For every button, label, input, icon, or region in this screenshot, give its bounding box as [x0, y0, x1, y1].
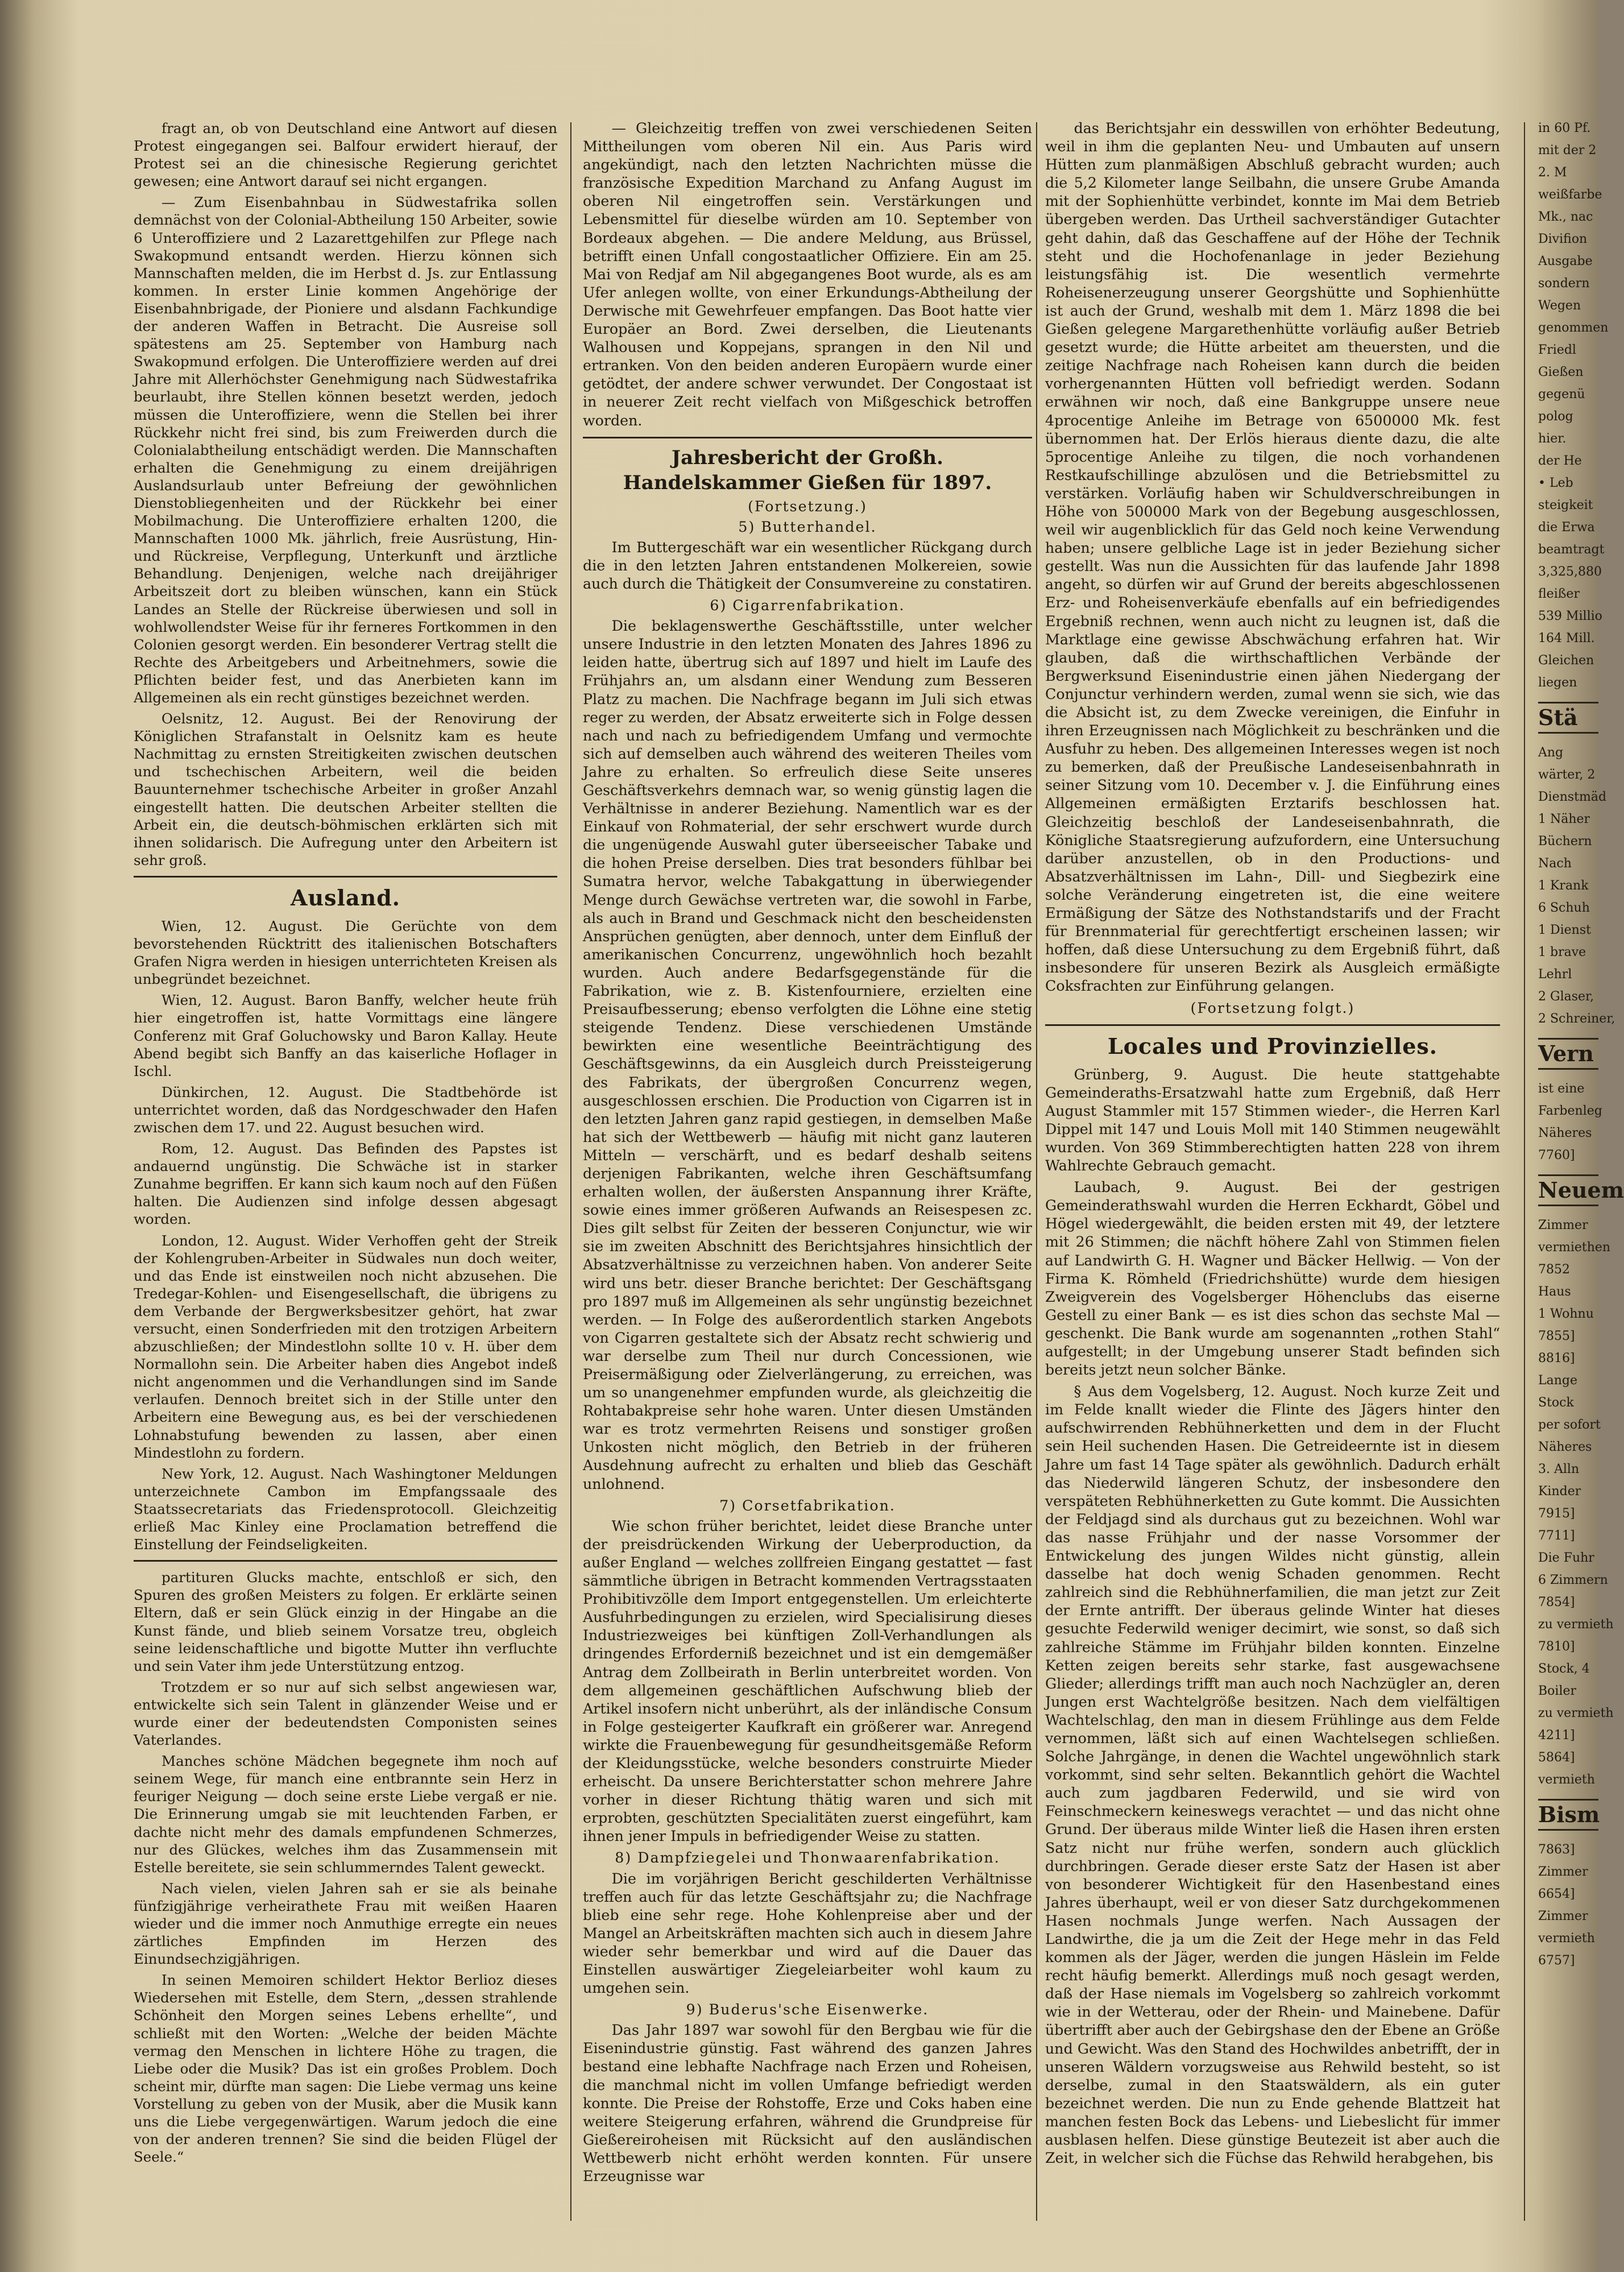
advert-text-fragment: 5864]: [1538, 1750, 1575, 1765]
advert-text-fragment: Zimmer: [1538, 1218, 1588, 1232]
section-rule: [583, 437, 1032, 438]
advert-text-fragment: 6757]: [1538, 1954, 1575, 1968]
section-7-body: [583, 1517, 1032, 1846]
advert-text-fragment: • Leb: [1538, 476, 1573, 490]
feuilleton-paragraph: Trotzdem er so nur auf sich selbst angewiesen war, entwickelte sich sein Talent in glänzender Weise und er wurde einer der bedeutendsten Componisten seines Vaterlandes.: [134, 1678, 557, 1749]
advert-text-fragment: Gleichen: [1538, 653, 1594, 668]
advert-text-fragment: vermieth: [1538, 1931, 1595, 1946]
advert-text-fragment: 7852: [1538, 1263, 1570, 1277]
advert-text-fragment: Farbenleg: [1538, 1104, 1602, 1118]
locales-paragraph: Laubach, 9. August. Bei der gestrigen Gemeinderathswahl wurden die Herren Eckhardt, Göbel und Högel wiedergewählt, die beiden ersten mit 49, der letztere mit 26 Stimmen; die nächft höhere Zahl von Stimmen fielen auf Landwirth G. H. Wagner und Bäcker Hellwig. — Von der Firma K. Römheld (Friedrichshütte) wurde dem hiesigen Zweigverein des Vogelsberger Höhenclubs das eiserne Gestell zu einer Bank — es ist dies schon das sechste Mal — geschenkt. Die Bank wurde am sogenannten „rothen Stahl“ aufgestellt; in der Umgebung unserer Stadt befinden sich bereits jetzt neun solcher Bänke.: [1045, 1179, 1500, 1379]
column-separator: [570, 122, 571, 2221]
feuilleton-continuation: [134, 1569, 557, 2166]
advert-text-fragment: liegen: [1538, 676, 1577, 690]
advert-text-fragment: 7863]: [1538, 1843, 1575, 1857]
advert-text-fragment: gegenü: [1538, 387, 1585, 402]
nile-article: — Gleichzeitig treffen von zwei verschiedenen Seiten Mittheilungen vom oberen Nil ein. Aus Paris wird angekündigt, nach den letzten Nachrichten müsse die französische Expedition Marchand zu Anfang August im oberen Nil eingetroffen sein. Verstärkungen und Lebensmittel für dieselbe würden am 10. September von Bordeaux abgehen. — Die andere Meldung, aus Brüssel, betrifft einen Unfall congostaatlicher Offiziere. Ein am 25. Mai von Redjaf am Nil abgegangenes Boot wurde, als es am Ufer anlegen wollte, von einer Erkundungs-Abtheilung der Derwische mit Gewehrfeuer empfangen. Das Boot hatte vier Europäer an Bord. Zwei derselben, die Lieutenants Walhousen und Koppejans, sprangen in den Nil und ertranken. Von den beiden anderen Europäern wurde einer getödtet, der andere schwer verwundet. Der Congostaat ist in neuerer Zeit recht vielfach von Mißgeschick betroffen worden.: [583, 120, 1032, 429]
advert-text-fragment: Näheres: [1538, 1126, 1592, 1140]
ausland-paragraph: Wien, 12. August. Die Gerüchte von dem bevorstehenden Rücktritt des italienischen Botschafters Grafen Nigra werden in hiesigen unterrichteten Kreisen als unbegründet bezeichnet.: [134, 917, 557, 988]
section-rule: [134, 1560, 557, 1562]
advert-text-fragment: weißfarbe: [1538, 188, 1602, 202]
locales-paragraph: § Aus dem Vogelsberg, 12. August. Noch kurze Zeit und im Felde knallt wieder die Flinte des Jägers hinter den aufschwirrenden Rebhühnerketten und dem in der Flucht sein Heil suchenden Hasen. Die Getreideernte ist in diesem Jahre um fast 14 Tage später als gewöhnlich. Dadurch erhält das Niederwild längeren Schutz, der insbesondere den verspäteten Rebhühnerketten zu Gute kommt. Die Aussichten der Feldjagd sind als durchaus gut zu bezeichnen. Wohl war das nasse Frühjahr und der nasse Vorsommer der Entwickelung des jungen Wildes nicht günstig, allein dasselbe hat doch wenig Schaden genommen. Recht zahlreich sind die Rebhühnerfamilien, die man jetzt zur Zeit der Ernte antrifft. Der überaus gelinde Winter hat dieses gesuchte Federwild weniger decimirt, wie sonst, so daß sich zahlreiche Stämme im Frühjahr bilden konnten. Einzelne Ketten zeigen bereits sehr starke, fast ausgewachsene Glieder; allerdings trifft man auch noch Nachzügler an, deren Jungen erst Wachtelgröße besitzen. Nach dem vielfältigen Wachtelschlag, den man in diesem Frühlinge aus dem Felde vernommen, läßt sich auf einen Wachtelsegen schließen. Solche Jahrgänge, in denen die Wachtel ungewöhnlich stark vorkommt, sind sehr selten. Bekanntlich gehört die Wachtel auch zum jagdbaren Federwild, und sie wird von Feinschmeckern keineswegs verachtet — und das nicht ohne Grund. Der überaus milde Winter ließ die Hasen ihren ersten Satz nicht nur frühe werfen, sondern auch glücklich durchbringen. Gerade dieser erste Satz der Hasen ist aber von besonderer Wichtigkeit für den Hasenbestand eines Jahres überhaupt, weil er von dieser Satz durchgekommenen Hasen nochmals Junge werfen. Nach Aussagen der Landwirthe, die ja um die Zeit der Hege mehr in das Feld kommen als der Jäger, werden die jungen Häslein im Felde recht häufig bemerkt. Allerdings muß noch gesagt werden, daß der Hase niemals im Vogelsberg so zahlreich vorkommt wie in der Wetterau, oder der Rhein- und Mainebene. Dafür übertrifft aber auch der Gebirgshase den der Ebene an Größe und Gewicht. Was den Stand des Hochwildes anbetrifft, der in unseren Wäldern vorzugsweise aus Rehwild besteht, so ist derselbe, zumal in den Staatswäldern, als ein guter bezeichnet werden. Die nun zu Ende gehende Blattzeit hat manchen festen Bock das Lebens- und Liebeslicht für immer ausblasen helfen. Diese günstige Beutezeit ist aber auch die Zeit, in welcher sich die Füchse das Rehwild herabgehen, bis: [1045, 1383, 1500, 2167]
advert-text-fragment: 1 Wohnu: [1538, 1307, 1594, 1321]
advert-text-fragment: 7855]: [1538, 1329, 1575, 1343]
advert-heading-fragment: Bism: [1538, 1799, 1598, 1831]
advert-text-fragment: Stock, 4: [1538, 1662, 1590, 1676]
advert-text-fragment: polog: [1538, 409, 1573, 424]
advert-text-fragment: in 60 Pf.: [1538, 121, 1591, 135]
advert-text-fragment: 3,325,880: [1538, 565, 1602, 579]
feuilleton-paragraph: Manches schöne Mädchen begegnete ihm noch auf seinem Wege, für manch eine entbrannte sein Herz in feuriger Neigung — doch seine erste Liebe vergaß er nie. Die Erinnerung umgab sie mit leuchtenden Farben, er dachte nicht mehr des damals empfundenen Schmerzes, nur des Glückes, welches ihm das Zusammensein mit Estelle bereitete, sie sein schlummerndes Talent geweckt.: [134, 1753, 557, 1876]
advert-text-fragment: 7711]: [1538, 1529, 1575, 1543]
advert-text-fragment: Zimmer: [1538, 1909, 1588, 1923]
advert-text-fragment: Ausgabe: [1538, 254, 1593, 268]
report-title: Jahresbericht der Großh. Handelskammer Gießen für 1897.: [623, 446, 992, 494]
ausland-paragraph: Wien, 12. August. Baron Banffy, welcher heute früh hier eingetroffen ist, hatte Vormittags eine längere Conferenz mit Graf Goluchowsky und Baron Kallay. Heute Abend begibt sich Banffy an das kaiserliche Hoflager in Ischl.: [134, 992, 557, 1079]
advert-text-fragment: der He: [1538, 454, 1582, 468]
ausland-articles: [134, 917, 557, 1553]
advert-text-fragment: fleißer: [1538, 587, 1580, 601]
ausland-paragraph: London, 12. August. Wider Verhoffen geht der Streik der Kohlengruben-Arbeiter in Südwales nun doch weiter, und das Ende ist einstweilen noch nicht abzusehen. Die Tredegar-Kohlen- und Eisengesellschaft, die übrigens zu dem Verbande der Bergwerksbesitzer gehört, hat zwar versucht, einen Sonderfrieden mit den trotzigen Arbeitern abzuschließen; der Mindestlohn sollte 10 v. H. über dem Normallohn sein. Die Arbeiter haben dies Angebot indeß nicht angenommen und die Verhandlungen sind im Sande verlaufen. Dennoch breitet sich in der Stille unter den Arbeitern eine Bewegung aus, es bei der verschiedenen Lohnabstufung bewenden zu lassen, aber einen Mindestlohn zu fordern.: [134, 1232, 557, 1461]
column-separator: [1036, 122, 1037, 2221]
advert-text-fragment: 3. Alln: [1538, 1462, 1580, 1476]
advert-heading-fragment: Vern: [1538, 1038, 1598, 1070]
advert-text-fragment: 164 Mill.: [1538, 631, 1595, 645]
section-6-body: [583, 617, 1032, 1493]
advert-text-fragment: zu vermieth: [1538, 1706, 1614, 1720]
advert-text-fragment: 6 Schuh: [1538, 901, 1590, 915]
section-5-title: 5) Butterhandel.: [738, 518, 877, 535]
section-8-title: 8) Dampfziegelei und Thonwaarenfabrikation.: [615, 1849, 1000, 1867]
advert-text-fragment: sondern: [1538, 276, 1590, 291]
advert-text-fragment: Dienstmäd: [1538, 790, 1607, 804]
advert-text-fragment: per sofort: [1538, 1418, 1601, 1432]
feuilleton-paragraph: In seinen Memoiren schildert Hektor Berlioz dieses Wiedersehen mit Estelle, dem Stern, „dessen strahlende Schönheit den Morgen seines Lebens erhellte“, und schließt mit den Worten: „Welche der beiden Mächte vermag den Menschen in lichtere Höhe zu tragen, die Liebe oder die Musik? Das ist ein großes Problem. Doch scheint mir, dürfte man sagen: Die Liebe vermag uns keine Vorstellung zu geben von der Musik, aber die Musik kann uns die Liebe vergegenwärtigen. Warum jedoch die eine von der anderen trennen? Sie sind die beiden Flügel der Seele.“: [134, 1972, 557, 2166]
advert-text-fragment: 4211]: [1538, 1728, 1575, 1743]
report-continuation-note: (Fortsetzung.): [748, 498, 867, 515]
advert-text-fragment: Büchern: [1538, 834, 1592, 849]
adverts-fragments: [1538, 119, 1624, 1969]
section-8-body: [583, 1870, 1032, 1998]
advert-text-fragment: Friedl: [1538, 343, 1576, 357]
advert-text-fragment: 1 brave: [1538, 945, 1586, 959]
advert-text-fragment: 2 Glaser,: [1538, 990, 1594, 1004]
article-paragraph: fragt an, ob von Deutschland eine Antwort auf diesen Protest eingegangen sei. Balfour erwidert hierauf, der Protest sei an die chinesische Regierung gerichtet gewesen; eine Antwort darauf sei nicht ergangen.: [134, 120, 557, 190]
section-9-body: [583, 2021, 1032, 2186]
ausland-paragraph: Rom, 12. August. Das Befinden des Papstes ist andauernd ungünstig. Die Schwäche ist in starker Zunahme begriffen. Er kann sich kaum noch auf den Füßen halten. Die Audienzen sind infolge dessen abgesagt worden.: [134, 1140, 557, 1228]
advert-text-fragment: Wegen: [1538, 299, 1581, 313]
report-continuation: [1045, 119, 1500, 996]
section-7-title: 7) Corsetfabrikation.: [719, 1497, 896, 1514]
advert-text-fragment: 6654]: [1538, 1887, 1575, 1901]
advert-text-fragment: Lange: [1538, 1373, 1577, 1388]
section-5-body: [583, 539, 1032, 593]
article-paragraph: — Zum Eisenbahnbau in Südwestafrika sollen demnächst von der Colonial-Abtheilung 150 Arbeiter, sowie 6 Unteroffiziere und 2 Lazarettgehilfen zur Pflege nach Swakopmund entsandt werden. Hierzu können sich Mannschaften melden, die im Herbst d. Js. zur Entlassung kommen. In erster Linie kommen Angehörige der Eisenbahnbrigade, der Pioniere und alsdann Fachkundige der anderen Waffen in Betracht. Die Ausreise soll spätestens am 25. September von Hamburg nach Swakopmund erfolgen. Die Unteroffiziere werden auf drei Jahre mit Allerhöchster Genehmigung nach Südwestafrika beurlaubt, ihre Stellen können besetzt werden, jedoch müssen die Unteroffiziere, wenn die Stellen bei ihrer Rückkehr nicht frei sind, bis zum Freiwerden durch die Colonialabtheilung entschädigt werden. Die Mannschaften erhalten die Genehmigung zu einem dreijährigen Auslandsurlaub unter Befreiung der gewöhnlichen Dienstobliegenheiten und der Rückkehr bei einer Mobilmachung. Die Unteroffiziere erhalten 1200, die Mannschaften 1000 Mk. jährlich, freie Ausrüstung, Hin- und Rückreise, Verpflegung, Unterkunft und ärztliche Behandlung. Denjenigen, welche nach dreijähriger Arbeitszeit dort zu bleiben wünschen, kann ein Stück Landes an Stelle der Rückreise überwiesen und soll in wohlwollendster Weise für ihr ferneres Fortkommen in den Colonien gesorgt werden. Ein besonderer Vertrag stellt die Rechte des Arbeitgebers und Arbeitnehmers, sowie die Pflichten beider fest, und das Anerbieten kann im Allgemeinen als ein recht günstiges bezeichnet werden.: [134, 194, 557, 706]
advert-text-fragment: Zimmer: [1538, 1865, 1588, 1879]
advert-heading-fragment: Neuem: [1538, 1174, 1598, 1206]
ausland-heading: Ausland.: [291, 884, 400, 911]
advert-text-fragment: 7915]: [1538, 1507, 1575, 1521]
advert-text-fragment: 2 Schreiner,: [1538, 1012, 1615, 1026]
report-paragraph: das Berichtsjahr ein desswillen von erhöhter Bedeutung, weil in ihm die geplanten Neu- und Umbauten auf unsern Hütten zum planmäßigen Abschluß gebracht wurden; auch die 5,2 Kilometer lange Seilbahn, die unsere Grube Amanda mit der Sophienhütte verbindet, konnte im Mai dem Betrieb übergeben werden. Das Urtheil sachverständiger Gutachter geht dahin, daß das Geschaffene auf der Höhe der Technik steht und die Hochofenanlage in jeder Beziehung leistungsfähig ist. Die wesentlich vermehrte Roheisenerzeugung unserer Georgshütte und Sophienhütte ist auch der Grund, weshalb mit dem 1. März 1898 die bei Gießen gelegene Margarethenhütte vorläufig außer Betrieb gesetzt wurde; die Hütte arbeitet am theuersten, und die zeitige Nachfrage nach Roheisen kann durch die beiden vorhergenannten Hütten voll befriedigt werden. Sodann erwähnen wir noch, daß eine Bankgruppe unsere neue 4procentige Anleihe im Betrage von 6500000 Mk. fest übernommen hat. Der Erlös hieraus diente dazu, die alte 5procentige Anleihe zu tilgen, die noch vorhandenen Restkaufschillinge abzulösen und die Betriebsmittel zu verstärken. Vorläufig haben wir Schuldverschreibungen in Höhe von 500000 Mark von der Begebung ausgeschlossen, weil wir augenblicklich für das Geld noch keine Verwendung haben; unsere gelbliche Lage ist in jeder Beziehung sicher gestellt. Was nun die Aussichten für das laufende Jahr 1898 angeht, so dürfen wir auf Grund der bereits abgeschlossenen Erz- und Roheisenverkäufe ebenfalls auf ein befriedigendes Ergebniß rechnen, wenn auch nicht zu leugnen ist, daß die Marktlage eine gewisse Abschwächung erfahren hat. Wir glauben, daß die wirthschaftlichen Verbände der Bergwerksund Eisenindustrie einen jähen Niedergang der Conjunctur verhindern werden, zumal wenn sie sich, wie das die Absicht ist, zu dem Zwecke vereinigen, die Einfuhr in ihren Erzeugnissen nach Möglichkeit zu beschränken und die Ausfuhr zu heben. Des allgemeinen Interesses wegen ist noch zu bemerken, daß der Preußische Landeseisenbahnrath in seiner Sitzung vom 10. December v. J. die Einführung eines Allgemeinen ermäßigten Erztarifs beschlossen hat. Gleichzeitig beschloß der Landeseisenbahnrath, die Königliche Staatsregierung aufzufordern, eine Untersuchung darüber anzustellen, ob in den Productions- und Absatzverhältnissen im Lahn-, Dill- und Siegbezirk eine solche Veränderung eingetreten ist, die eine weitere Ermäßigung der Sätze des Nothstandstarifs und der Fracht für Brennmaterial für gerechtfertigt erscheinen lassen; wir hoffen, daß diese Untersuchung zu dem Ergebniß führt, daß insbesondere für unseren Bezirk als Ausgleich ermäßigte Coksfrachten zur Einführung gelangen.: [1045, 120, 1500, 995]
advert-text-fragment: 1 Näher: [1538, 812, 1590, 826]
feuilleton-paragraph: partituren Glucks machte, entschloß er sich, den Spuren des großen Meisters zu folgen. Er erklärte seinen Eltern, daß er sein Glück einzig in der Hingabe an die Kunst fände, und blieb seinem Vorsatze treu, obgleich seine leidenschaftliche und bigotte Mutter ihn verfluchte und sein Vater ihm jede Unterstützung entzog.: [134, 1569, 557, 1674]
advert-text-fragment: 7854]: [1538, 1595, 1575, 1609]
advert-text-fragment: 539 Millio: [1538, 609, 1602, 623]
advert-heading-fragment: Stä: [1538, 702, 1598, 734]
advert-text-fragment: Näheres: [1538, 1440, 1592, 1454]
advert-text-fragment: Die Fuhr: [1538, 1551, 1594, 1565]
report-paragraph: Die im vorjährigen Bericht geschilderten Verhältnisse treffen auch für das letzte Geschäftsjahr zu; die Nachfrage blieb eine sehr rege. Hohe Kohlenpreise aber und der Mangel an Arbeitskräften machten sich auch in diesem Jahre wieder sehr bemerkbar und wird auf die Dauer das Einstellen auswärtiger Ziegeleiarbeiter wohl kaum zu umgehen sein.: [583, 1870, 1032, 1997]
section-6-title: 6) Cigarrenfabrikation.: [710, 597, 905, 614]
ausland-paragraph: Dünkirchen, 12. August. Die Stadtbehörde ist unterrichtet worden, daß das Nordgeschwader den Hafen zwischen dem 17. und 22. August besuchen wird.: [134, 1083, 557, 1136]
politics-articles: [134, 119, 557, 869]
ausland-paragraph: New York, 12. August. Nach Washingtoner Meldungen unterzeichnete Cambon im Empfangssaale des Staatssecretariats das Friedensprotocoll. Gleichzeitig erließ Mac Kinley eine Proclamation betreffend die Einstellung der Feindseligkeiten.: [134, 1465, 557, 1553]
advert-text-fragment: Gießen: [1538, 365, 1584, 379]
report-paragraph: Wie schon früher berichtet, leidet diese Branche unter der preisdrückenden Wirkung der Ueberproduction, da außer England — welches zollfreien Eingang gestattet — fast sämmtliche übrigen in Betracht kommenden Vertragsstaaten Prohibitivzölle dem Import entgegenstellen. Um erleichterte Ausfuhrbedingungen zu erzielen, wird Specialisirung dieses Industriezweiges bei künftigen Zoll-Verhandlungen als dringendes Erforderniß bezeichnet und ist ein demgemäßer Antrag dem Zollbeirath in Berlin unterbreitet worden. Von dem allgemeinen geschäftlichen Aufschwung blieb der Artikel insofern nicht unberührt, als der inländische Consum in Folge gesteigerter Kaufkraft ein größerer war. Anregend wirkte die Frauenbewegung für gesundheitsgemäße Reform der Kleidungsstücke, welche besonders construirte Mieder erheischt. Da unsere Berichterstatter schon mehrere Jahre vorher in dieser Richtung thätig waren und sich mit erprobten, geschützten Specialitäten zuerst eingeführt, kam ihnen jener Impuls in befriedigender Weise zu statten.: [583, 1517, 1032, 1845]
advert-text-fragment: Kinder: [1538, 1484, 1581, 1499]
article-paragraph: Oelsnitz, 12. August. Bei der Renovirung der Königlichen Strafanstalt in Oelsnitz kam es heute Nachmittag zu ernsten Streitigkeiten zwischen deutschen und tschechischen Arbeitern, weil die beiden Bauunternehmer tschechische Arbeiter in großer Anzahl eingestellt hatten. Die deutschen Arbeiter stellten die Arbeit ein, die deutsch-böhmischen erklärten sich mit ihnen solidarisch. Die Aufregung unter den Arbeitern ist sehr groß.: [134, 710, 557, 868]
column-separator: [1524, 122, 1525, 2221]
advert-text-fragment: mit der 2: [1538, 143, 1597, 158]
advert-text-fragment: Boiler: [1538, 1684, 1577, 1698]
advert-text-fragment: Lehrl: [1538, 967, 1572, 982]
advert-text-fragment: 7760]: [1538, 1148, 1575, 1162]
advert-text-fragment: die Erwa: [1538, 520, 1595, 535]
locales-articles: [1045, 1066, 1500, 2168]
advert-text-fragment: Divifion: [1538, 232, 1588, 246]
report-paragraph: Im Buttergeschäft war ein wesentlicher Rückgang durch die in den letzten Jahren entstandenen Molkereien, sowie auch durch die Thätigkeit der Consumvereine zu constatiren.: [583, 539, 1032, 592]
advert-text-fragment: Nach: [1538, 856, 1572, 871]
section-rule: [134, 876, 557, 878]
advert-text-fragment: Stock: [1538, 1396, 1574, 1410]
advert-text-fragment: genommen: [1538, 321, 1609, 335]
report-paragraph: Das Jahr 1897 war sowohl für den Bergbau wie für die Eisenindustrie günstig. Fast während des ganzen Jahres bestand eine lebhafte Nachfrage nach Erzen und Roheisen, die manchmal nicht im vollen Umfange befriedigt werden konnte. Die Preise der Rohstoffe, Erze und Coks haben eine weitere Steigerung erfahren, während die Grundpreise für Gießereiroheisen mit Rücksicht auf den ausländischen Wettbewerb nicht erhöht werden konnten. Für unsere Erzeugnisse war: [583, 2022, 1032, 2185]
column-4-cutoff: [1538, 119, 1624, 1974]
advert-text-fragment: beamtragt: [1538, 543, 1605, 557]
advert-text-fragment: 6 Zimmern: [1538, 1573, 1608, 1587]
advert-text-fragment: vermieth: [1538, 1773, 1595, 1787]
advert-text-fragment: Mk., nac: [1538, 210, 1593, 224]
section-9-title: 9) Buderus'sche Eisenwerke.: [686, 2001, 929, 2018]
advert-text-fragment: vermiethen: [1538, 1240, 1611, 1255]
advert-text-fragment: 7810]: [1538, 1640, 1575, 1654]
report-paragraph: Die beklagenswerthe Geschäftsstille, unter welcher unsere Industrie in den letzten Monaten des Jahres 1896 zu leiden hatte, übertrug sich auf 1897 und hielt im Laufe des Frühjahrs an, um alsdann einer Wendung zum Besseren Platz zu machen. Die Nachfrage begann im Juli sich etwas reger zu werden, der Absatz erweiterte sich in Folge dessen nach und nach zu befriedigendem Umfang und vermochte sich auf demselben auch während des weiteren Theiles vom Jahre zu erhalten. So erfreulich diese Seite unseres Geschäftsverkehrs demnach war, so wenig günstig lagen die Verhältnisse in anderer Beziehung. Namentlich war es der Einkauf von Rohmaterial, der sehr erschwert wurde durch die ungenügende Auswahl guter überseeischer Tabake und die hohen Preise derselben. Dies trat besonders fühlbar bei Sumatra hervor, welche Tabakgattung in überwiegender Menge durch Gewächse vertreten war, die sowohl in Farbe, als auch in Brand und Geschmack nicht den bescheidensten Ansprüchen genügten, aber dennoch, unter dem Einfluß der amerikanischen Concurrenz, ungewöhnlich hoch bezahlt wurden. Auch andere Bedarfsgegenstände für die Fabrikation, wie z. B. Kistenfourniere, erzielten eine Preisaufbesserung; ebenso verfolgten die Löhne eine stetig steigende Tendenz. Diese verschiedenen Umstände bewirkten eine wesentliche Beeinträchtigung des Geschäftsgewinns, da ein Ausgleich durch Preissteigerung des Fabrikats, der übergroßen Concurrenz wegen, ausgeschlossen erschien. Die Production von Cigarren ist in den letzten Jahren ganz rapid gestiegen, in demselben Maße hat sich der Wettbewerb — häufig mit nicht ganz lauteren Mitteln — verschärft, und es bedarf deshalb seitens derjenigen Fabrikanten, welche ihren Geschäftsumfang erhalten wollen, der äußersten Anspannung ihrer Kräfte, sowie eines immer größeren Aufwands an Reisespesen zc. Dies gilt selbst für Zeiten der besseren Conjunctur, wie wir sie im zweiten Abschnitt des Berichtsjahres hinsichtlich der Absatzverhältnisse zu verzeichnen haben. Von anderer Seite wird uns betr. dieser Branche berichtet: Der Geschäftsgang pro 1897 muß im Allgemeinen als sehr ungünstig bezeichnet werden. — In Folge des außerordentlich starken Angebots von Cigarren gestaltete sich der Absatz recht schwierig und war derselbe zum Theil nur durch Concessionen, wie Preisermäßigung oder Zielverlängerung, zu erreichen, was um so unangenehmer empfunden wurde, als gleichzeitig die Rohtabakpreise sehr hohe waren. Unter diesen Umständen war es trotz vermehrten Reisens und sonstiger großen Unkosten nicht möglich, den Betrieb in der früheren Ausdehnung aufrecht zu erhalten und blieb das Geschäft unlohnend.: [583, 618, 1032, 1492]
advert-text-fragment: zu vermieth: [1538, 1617, 1614, 1632]
advert-text-fragment: wärter, 2: [1538, 768, 1596, 782]
advert-text-fragment: Ang: [1538, 746, 1564, 760]
advert-text-fragment: ist eine: [1538, 1082, 1585, 1096]
locales-heading: Locales und Provinzielles.: [1107, 1033, 1438, 1059]
to-be-continued-note: (Fortsetzung folgt.): [1190, 999, 1355, 1016]
advert-text-fragment: steigkeit: [1538, 498, 1593, 512]
advert-text-fragment: 8816]: [1538, 1351, 1575, 1365]
section-rule: [1045, 1024, 1500, 1026]
column-1: [134, 119, 557, 2169]
locales-paragraph: Grünberg, 9. August. Die heute stattgehabte Gemeinderaths-Ersatzwahl hatte zum Ergebniß, daß Herr August Stammler mit 157 Stimmen wieder-, die Herren Karl Dippel mit 147 und Louis Moll mit 140 Stimmen neugewählt wurden. Von 369 Stimmberechtigten hatten 228 von ihrem Wahlrechte Gebrauch gemacht.: [1045, 1066, 1500, 1174]
column-2: [583, 119, 1032, 2189]
advert-text-fragment: Haus: [1538, 1285, 1571, 1299]
column-3: [1045, 119, 1500, 2171]
advert-text-fragment: hier.: [1538, 432, 1567, 446]
advert-text-fragment: 1 Dienst: [1538, 923, 1591, 937]
feuilleton-paragraph: Nach vielen, vielen Jahren sah er sie als beinahe fünfzigjährige verheirathete Frau mit weißen Haaren wieder und die immer noch Anmuthige erregte ein neues zärtliches Empfinden im Herzen des Einundsechzigjährigen.: [134, 1880, 557, 1968]
advert-text-fragment: 2. M: [1538, 165, 1567, 180]
advert-text-fragment: 1 Krank: [1538, 879, 1589, 893]
